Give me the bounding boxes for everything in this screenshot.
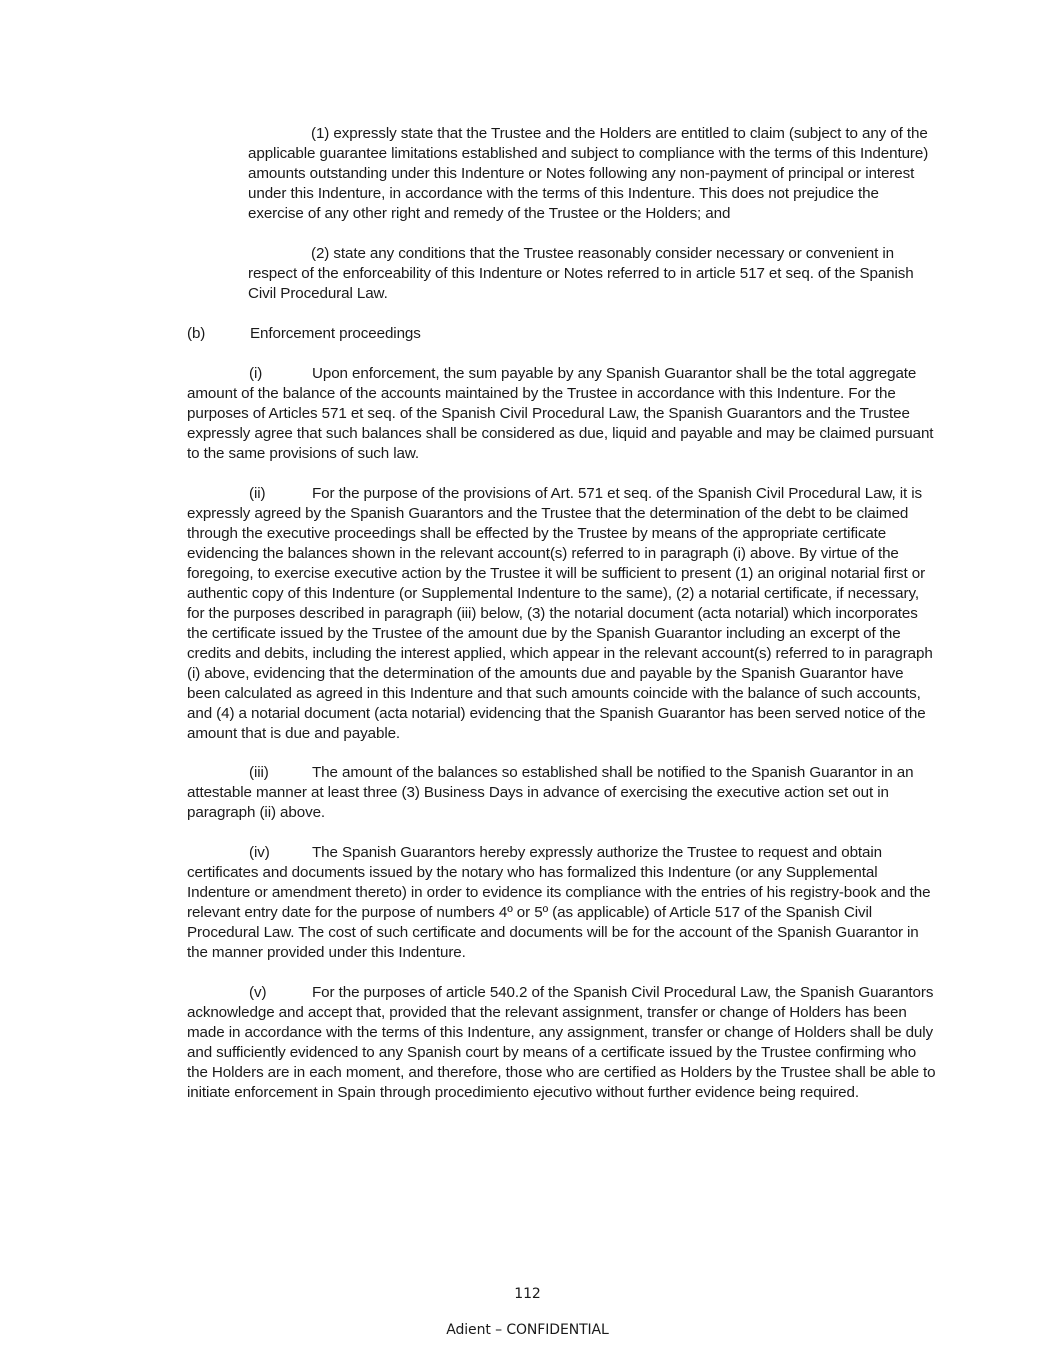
paragraph-2: (2) state any conditions that the Trustee reasonably consider necessary or convenient in respect of the enforceability of this Indenture or Notes referred to in article 517 et seq. of the Spanish Civil Procedural Law. <box>248 245 914 302</box>
item-iv-label: (iv) <box>249 844 270 861</box>
item-i <box>187 364 939 464</box>
item-iv-text: The Spanish Guarantors hereby expressly authorize the Trustee to request and obtain certificates and documents issued by the notary who has formalized this Indenture (or any Supplemental Indenture or amendment thereto) in order to evidence its compliance with the entries of his registry-book and the relevant entry date for the purpose of numbers 4º or 5º (as applicable) of Article 517 of the Spanish Civil Procedural Law. The cost of such certificate and documents will be for the account of the Spanish Guarantor in the manner provided under this Indenture. <box>187 844 931 961</box>
item-iii <box>187 763 939 823</box>
item-ii-label: (ii) <box>249 485 266 502</box>
section-b-title: Enforcement proceedings <box>250 325 421 342</box>
item-v-label: (v) <box>249 984 267 1001</box>
section-b-heading <box>187 324 939 344</box>
item-iv <box>187 843 939 963</box>
item-v <box>187 983 939 1103</box>
item-ii <box>187 484 939 744</box>
paragraph-1: (1) expressly state that the Trustee and the Holders are entitled to claim (subject to any of the applicable guarantee limitations established and subject to compliance with the terms of this Indenture) amounts outstanding under this Indenture or Notes following any non-payment of principal or interest under this Indenture, in accordance with the terms of this Indenture. This does not prejudice the exercise of any other right and remedy of the Trustee or the Holders; and <box>248 125 929 222</box>
section-b-label: (b) <box>187 325 206 342</box>
item-iii-text: The amount of the balances so established shall be notified to the Spanish Guarantor in an attestable manner at least three (3) Business Days in advance of exercising the executive action set out in paragraph (ii) above. <box>187 764 914 821</box>
item-v-text: For the purposes of article 540.2 of the Spanish Civil Procedural Law, the Spanish Guarantors acknowledge and accept that, provided that the relevant assignment, transfer or change of Holders has been made in accordance with the terms of this Indenture, any assignment, transfer or change of Holders shall be duly and sufficiently evidenced to any Spanish court by means of a certificate issued by the Trustee confirming who the Holders are in each moment, and therefore, those who are certified as Holders by the Trustee shall be able to initiate enforcement in Spain through procedimiento ejecutivo without further evidence being required. <box>187 984 936 1101</box>
confidential-footer: Adient – CONFIDENTIAL <box>446 1322 609 1338</box>
item-i-label: (i) <box>249 365 263 382</box>
item-i-text: Upon enforcement, the sum payable by any Spanish Guarantor shall be the total aggregate amount of the balance of the accounts maintained by the Trustee in accordance with this Indenture. For the purposes of Articles 571 et seq. of the Spanish Civil Procedural Law, the Spanish Guarantors and the Trustee expressly agree that such balances shall be considered as due, liquid and payable and may be claimed pursuant to the same provisions of such law. <box>187 365 934 462</box>
page-number: 112 <box>514 1286 541 1302</box>
item-iii-label: (iii) <box>249 764 269 781</box>
item-ii-text: For the purpose of the provisions of Art. 571 et seq. of the Spanish Civil Procedural Law, it is expressly agreed by the Spanish Guarantors and the Trustee that the determination of the debt to be claimed through the executive proceedings shall be effected by the Trustee by means of the appropriate certificate evidencing the balances shown in the relevant account(s) referred to in paragraph (i) above. By virtue of the foregoing, to exercise executive action by the Trustee it will be sufficient to present (1) an original notarial first or authentic copy of this Indenture (or Supplemental Indenture to the same), (2) a notarial certificate, if necessary, for the purposes described in paragraph (iii) below, (3) the notarial document (acta notarial) which incorporates the certificate issued by the Trustee of the amount due by the Spanish Guarantor including an excerpt of the credits and debits, including the interest applied, which appear in the relevant account(s) referred to in paragraph (i) above, evidencing that the determination of the amounts due and payable by the Spanish Guarantor have been calculated as agreed in this Indenture and that such amounts coincide with the balance of such accounts, and (4) a notarial document (acta notarial) evidencing that the Spanish Guarantor has been served notice of the amount that is due and payable. <box>187 485 933 742</box>
